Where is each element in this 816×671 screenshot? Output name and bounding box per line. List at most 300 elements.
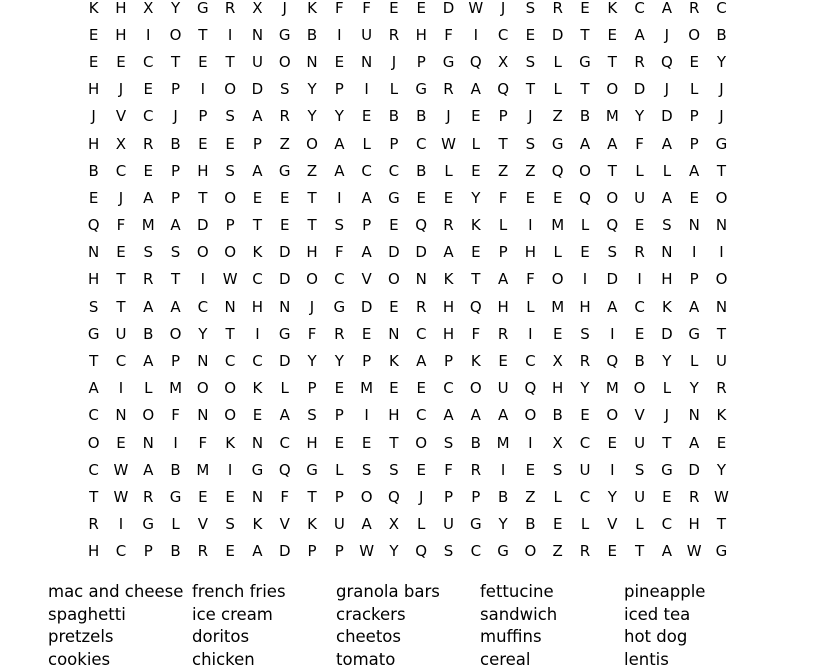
grid-letter: T [298,488,325,506]
grid-letter: O [517,406,544,424]
grid-letter: O [380,270,407,288]
grid-letter: E [544,189,571,207]
grid-letter: H [244,298,271,316]
grid-row [80,511,740,538]
grid-letter: J [653,26,680,44]
grid-letter: I [135,26,162,44]
word-list-item: cereal [480,649,624,671]
grid-letter: O [162,325,189,343]
grid-letter: Z [489,162,516,180]
grid-letter: B [380,107,407,125]
grid-row [80,157,740,184]
word-list-item: pineapple [624,581,768,604]
grid-letter: N [107,406,134,424]
grid-letter: G [653,461,680,479]
grid-letter: Y [462,189,489,207]
grid-letter: P [435,352,462,370]
grid-letter: O [216,243,243,261]
grid-letter: J [489,0,516,17]
grid-letter: N [189,406,216,424]
grid-letter: O [626,379,653,397]
grid-letter: H [489,298,516,316]
grid-letter: B [571,107,598,125]
grid-letter: R [681,488,708,506]
grid-letter: O [216,80,243,98]
grid-letter: Q [544,162,571,180]
grid-letter: E [517,461,544,479]
grid-letter: A [135,189,162,207]
grid-letter: A [599,298,626,316]
grid-letter: A [353,515,380,533]
grid-letter: P [326,80,353,98]
grid-letter: E [353,107,380,125]
grid-letter: G [489,542,516,560]
grid-letter: X [544,434,571,452]
grid-letter: O [599,406,626,424]
grid-letter: E [571,243,598,261]
grid-letter: B [544,406,571,424]
grid-letter: M [599,379,626,397]
grid-letter: L [653,162,680,180]
grid-letter: R [435,216,462,234]
grid-letter: A [80,379,107,397]
grid-letter: C [189,298,216,316]
grid-letter: R [708,379,735,397]
grid-letter: A [462,406,489,424]
grid-letter: Y [162,0,189,17]
grid-letter: G [271,325,298,343]
grid-letter: S [353,461,380,479]
grid-letter: L [544,488,571,506]
grid-letter: Q [271,461,298,479]
grid-letter: L [326,461,353,479]
grid-letter: Y [653,352,680,370]
grid-row [80,538,740,565]
grid-letter: M [599,107,626,125]
grid-letter: A [681,162,708,180]
grid-letter: L [681,352,708,370]
grid-letter: U [326,515,353,533]
grid-letter: R [462,461,489,479]
grid-letter: C [80,461,107,479]
grid-letter: F [107,216,134,234]
grid-letter: A [408,352,435,370]
grid-letter: L [571,216,598,234]
grid-letter: Q [599,216,626,234]
grid-letter: G [435,53,462,71]
grid-letter: E [408,189,435,207]
grid-letter: P [489,107,516,125]
grid-letter: Y [298,352,325,370]
grid-letter: T [162,53,189,71]
grid-letter: D [681,461,708,479]
grid-letter: I [489,461,516,479]
grid-letter: M [544,298,571,316]
grid-letter: F [626,135,653,153]
grid-letter: T [80,352,107,370]
grid-letter: E [517,189,544,207]
grid-letter: E [216,542,243,560]
grid-letter: K [708,406,735,424]
grid-letter: B [162,461,189,479]
grid-letter: J [653,406,680,424]
grid-letter: T [380,434,407,452]
grid-letter: E [353,325,380,343]
grid-letter: S [435,434,462,452]
grid-letter: R [271,107,298,125]
grid-letter: F [326,0,353,17]
grid-letter: E [599,542,626,560]
grid-letter: P [162,80,189,98]
grid-letter: X [107,135,134,153]
grid-letter: E [599,434,626,452]
grid-letter: E [462,162,489,180]
grid-letter: A [135,352,162,370]
grid-letter: D [271,270,298,288]
grid-letter: R [626,243,653,261]
grid-letter: R [135,488,162,506]
grid-letter: B [162,542,189,560]
grid-letter: V [189,515,216,533]
grid-letter: E [408,0,435,17]
word-list-item: granola bars [336,581,480,604]
grid-letter: Y [189,325,216,343]
grid-letter: F [162,406,189,424]
grid-letter: H [681,515,708,533]
grid-letter: K [80,0,107,17]
grid-letter: G [708,135,735,153]
grid-letter: K [599,0,626,17]
grid-letter: Q [489,80,516,98]
word-list-item: hot dog [624,626,768,649]
grid-letter: Y [626,107,653,125]
grid-letter: W [353,542,380,560]
grid-letter: I [244,325,271,343]
grid-letter: Q [653,53,680,71]
word-list-item: tomato [336,649,480,671]
grid-letter: N [653,243,680,261]
grid-letter: L [544,80,571,98]
grid-letter: Q [80,216,107,234]
grid-letter: B [80,162,107,180]
grid-letter: Y [599,488,626,506]
grid-letter: Y [489,515,516,533]
grid-letter: D [244,80,271,98]
grid-letter: E [408,379,435,397]
grid-letter: A [435,243,462,261]
grid-row [80,130,740,157]
grid-letter: V [353,270,380,288]
grid-letter: I [107,515,134,533]
grid-row [80,402,740,429]
grid-letter: C [571,434,598,452]
grid-letter: N [380,325,407,343]
grid-letter: L [462,135,489,153]
grid-letter: S [80,298,107,316]
grid-letter: L [626,515,653,533]
grid-letter: C [326,270,353,288]
grid-letter: W [708,488,735,506]
grid-letter: H [107,0,134,17]
grid-letter: A [435,406,462,424]
grid-letter: O [599,80,626,98]
grid-letter: G [135,515,162,533]
grid-letter: N [244,26,271,44]
grid-letter: I [189,80,216,98]
grid-letter: L [380,80,407,98]
grid-letter: E [216,488,243,506]
grid-letter: A [681,298,708,316]
grid-letter: F [489,189,516,207]
grid-letter: H [80,80,107,98]
grid-letter: C [135,107,162,125]
grid-letter: H [435,298,462,316]
grid-letter: A [326,135,353,153]
grid-letter: D [271,352,298,370]
grid-letter: E [326,53,353,71]
grid-letter: H [298,434,325,452]
grid-letter: G [271,26,298,44]
grid-letter: W [462,0,489,17]
grid-letter: E [626,216,653,234]
grid-letter: P [353,216,380,234]
grid-letter: Y [380,542,407,560]
grid-letter: S [626,461,653,479]
grid-letter: M [189,461,216,479]
grid-letter: R [435,80,462,98]
grid-letter: A [135,298,162,316]
grid-letter: E [244,189,271,207]
grid-letter: P [326,542,353,560]
grid-letter: Q [517,379,544,397]
grid-letter: A [599,135,626,153]
grid-letter: F [462,325,489,343]
grid-letter: S [135,243,162,261]
grid-letter: P [162,189,189,207]
grid-letter: N [189,352,216,370]
grid-letter: O [271,53,298,71]
grid-letter: E [571,406,598,424]
grid-letter: E [80,189,107,207]
grid-letter: E [107,434,134,452]
grid-letter: R [681,0,708,17]
grid-letter: H [544,379,571,397]
grid-letter: L [653,379,680,397]
grid-letter: H [80,542,107,560]
grid-letter: P [353,352,380,370]
grid-row [80,483,740,510]
grid-letter: K [653,298,680,316]
grid-letter: I [216,461,243,479]
grid-letter: H [408,26,435,44]
grid-letter: Z [517,162,544,180]
grid-letter: C [435,379,462,397]
grid-letter: O [353,488,380,506]
grid-letter: J [653,80,680,98]
grid-letter: P [408,53,435,71]
grid-letter: J [435,107,462,125]
grid-letter: E [189,135,216,153]
grid-letter: B [517,515,544,533]
grid-letter: K [244,243,271,261]
grid-letter: J [271,0,298,17]
grid-letter: A [244,542,271,560]
word-list-item: sandwich [480,604,624,627]
grid-letter: Q [599,352,626,370]
grid-letter: I [326,26,353,44]
grid-letter: R [626,53,653,71]
grid-letter: H [189,162,216,180]
word-list-item: muffins [480,626,624,649]
grid-letter: U [708,352,735,370]
grid-letter: P [135,542,162,560]
grid-letter: E [107,53,134,71]
grid-letter: I [326,189,353,207]
grid-letter: N [681,216,708,234]
grid-letter: T [708,325,735,343]
grid-letter: T [626,542,653,560]
grid-letter: Y [681,379,708,397]
grid-letter: S [162,243,189,261]
grid-letter: R [408,298,435,316]
grid-letter: A [326,162,353,180]
grid-letter: I [189,270,216,288]
grid-letter: M [544,216,571,234]
grid-letter: N [244,434,271,452]
grid-letter: L [626,162,653,180]
grid-row [80,266,740,293]
grid-letter: Y [326,107,353,125]
grid-letter: J [517,107,544,125]
word-list-item: mac and cheese [48,581,192,604]
grid-letter: C [571,488,598,506]
grid-letter: O [189,379,216,397]
grid-letter: I [571,270,598,288]
grid-letter: F [271,488,298,506]
grid-letter: U [626,434,653,452]
grid-letter: P [298,379,325,397]
grid-letter: S [216,107,243,125]
grid-letter: A [489,270,516,288]
grid-letter: A [162,216,189,234]
grid-letter: A [571,135,598,153]
grid-letter: C [653,515,680,533]
grid-letter: R [380,26,407,44]
grid-letter: P [380,135,407,153]
grid-letter: A [353,243,380,261]
grid-letter: S [517,53,544,71]
grid-letter: R [571,352,598,370]
grid-row [80,21,740,48]
grid-letter: P [162,162,189,180]
grid-letter: G [162,488,189,506]
grid-letter: R [216,0,243,17]
grid-letter: N [244,488,271,506]
grid-letter: S [571,325,598,343]
grid-letter: P [162,352,189,370]
grid-letter: P [326,406,353,424]
grid-letter: G [462,515,489,533]
grid-letter: S [216,162,243,180]
grid-letter: V [271,515,298,533]
grid-letter: E [653,488,680,506]
grid-letter: E [216,135,243,153]
grid-letter: W [107,488,134,506]
grid-letter: C [135,53,162,71]
grid-letter: E [489,352,516,370]
grid-letter: H [80,135,107,153]
grid-letter: C [489,26,516,44]
grid-letter: H [80,270,107,288]
grid-letter: E [353,434,380,452]
grid-letter: P [681,107,708,125]
grid-letter: E [80,26,107,44]
grid-letter: G [80,325,107,343]
grid-letter: G [571,53,598,71]
grid-letter: S [653,216,680,234]
grid-letter: T [571,26,598,44]
grid-letter: V [626,406,653,424]
grid-letter: A [653,542,680,560]
grid-letter: T [708,515,735,533]
grid-letter: Y [708,53,735,71]
grid-letter: S [517,0,544,17]
grid-letter: L [489,216,516,234]
grid-letter: E [244,406,271,424]
grid-row [80,347,740,374]
grid-letter: A [462,80,489,98]
grid-row [80,76,740,103]
grid-letter: E [80,53,107,71]
grid-letter: H [107,26,134,44]
grid-letter: J [107,189,134,207]
grid-letter: O [599,189,626,207]
grid-letter: R [326,325,353,343]
grid-letter: U [489,379,516,397]
grid-letter: C [244,270,271,288]
word-list-item: cheetos [336,626,480,649]
grid-letter: Z [271,135,298,153]
grid-letter: U [435,515,462,533]
grid-letter: Q [408,216,435,234]
grid-letter: C [408,135,435,153]
grid-letter: O [462,379,489,397]
grid-letter: K [244,379,271,397]
grid-letter: X [380,515,407,533]
grid-letter: S [216,515,243,533]
grid-letter: T [462,270,489,288]
grid-letter: E [708,434,735,452]
grid-letter: C [107,542,134,560]
grid-letter: V [599,515,626,533]
grid-letter: N [708,216,735,234]
grid-letter: C [107,352,134,370]
grid-letter: B [408,162,435,180]
grid-letter: A [681,434,708,452]
grid-letter: N [708,298,735,316]
grid-letter: G [544,135,571,153]
grid-letter: P [681,270,708,288]
grid-letter: W [435,135,462,153]
grid-letter: K [216,434,243,452]
grid-letter: Y [571,379,598,397]
grid-letter: R [489,325,516,343]
grid-letter: D [653,107,680,125]
grid-letter: D [544,26,571,44]
grid-letter: B [408,107,435,125]
grid-letter: I [517,434,544,452]
grid-letter: O [298,270,325,288]
